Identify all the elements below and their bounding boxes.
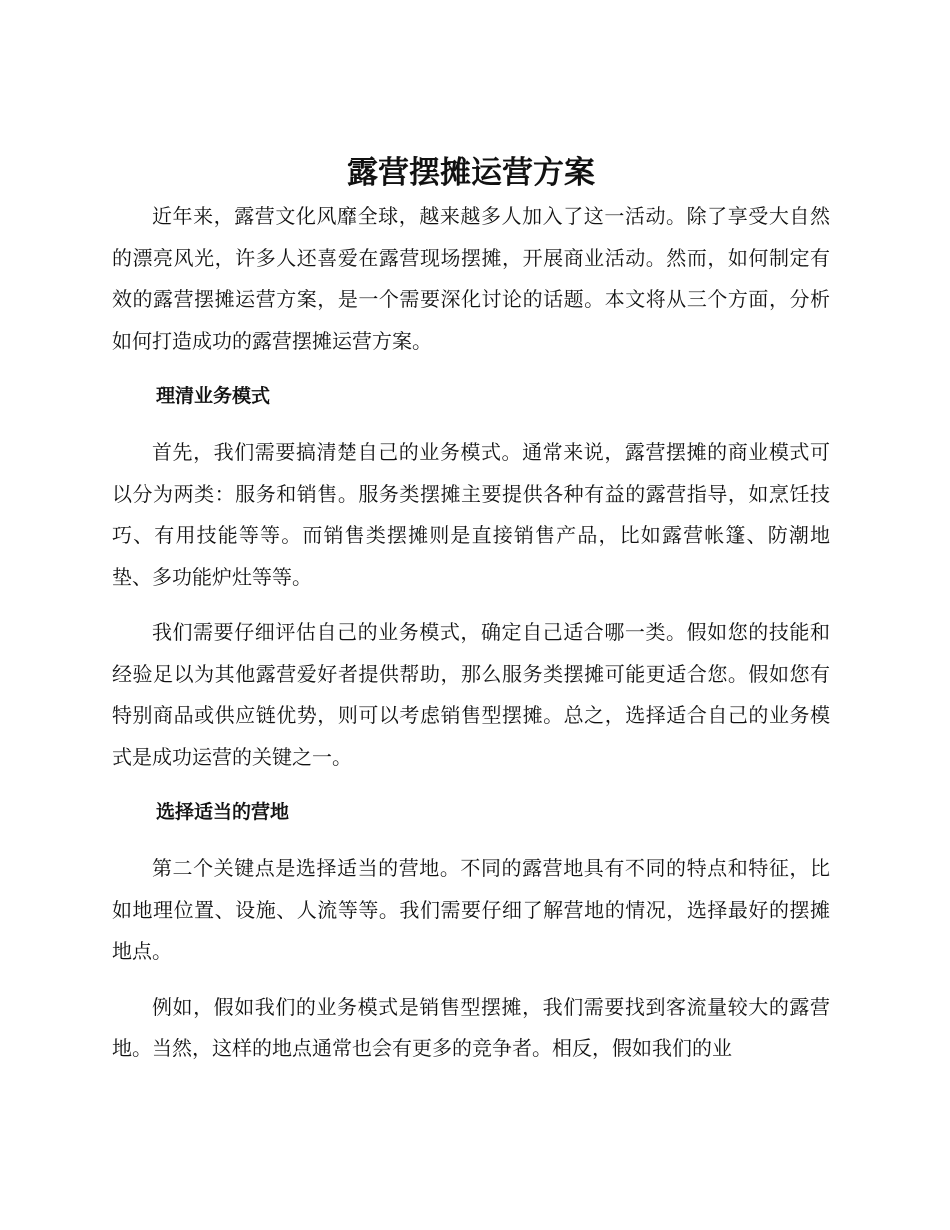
section-heading-campsite: 选择适当的营地	[156, 801, 290, 823]
spacer	[112, 598, 830, 612]
spacer	[112, 778, 830, 790]
body-paragraph: 第二个关键点是选择适当的营地。不同的露营地具有不同的特点和特征，比如地理位置、设施、人流等等。我们需要仔细了解营地的情况，选择最好的摆摊地点。	[112, 856, 830, 963]
body-paragraph: 我们需要仔细评估自己的业务模式，确定自己适合哪一类。假如您的技能和经验足以为其他露营爱好者提供帮助，那么服务类摆摊可能更适合您。假如您有特别商品或供应链优势，则可以考虑销售型摆摊。总之，选择适合自己的业务模式是成功运营的关键之一。	[112, 620, 830, 769]
document-page	[112, 150, 830, 1070]
spacer	[112, 973, 830, 987]
spacer	[112, 362, 830, 374]
section-heading-business-model: 理清业务模式	[156, 385, 271, 407]
body-paragraph: 例如，假如我们的业务模式是销售型摆摊，我们需要找到客流量较大的露营地。当然，这样的地点通常也会有更多的竞争者。相反，假如我们的业	[112, 994, 830, 1060]
document-title: 露营摆摊运营方案	[347, 155, 595, 191]
spacer	[112, 834, 830, 848]
spacer	[112, 418, 830, 432]
body-paragraph: 首先，我们需要搞清楚自己的业务模式。通常来说，露营摆摊的商业模式可以分为两类：服务和销售。服务类摆摊主要提供各种有益的露营指导，如烹饪技巧、有用技能等等。而销售类摆摊则是直接销售产品，比如露营帐篷、防潮地垫、多功能炉灶等等。	[112, 440, 830, 589]
intro-paragraph: 近年来，露营文化风靡全球，越来越多人加入了这一活动。除了享受大自然的漂亮风光，许多人还喜爱在露营现场摆摊，开展商业活动。然而，如何制定有效的露营摆摊运营方案，是一个需要深化讨论的话题。本文将从三个方面，分析如何打造成功的露营摆摊运营方案。	[112, 204, 830, 353]
